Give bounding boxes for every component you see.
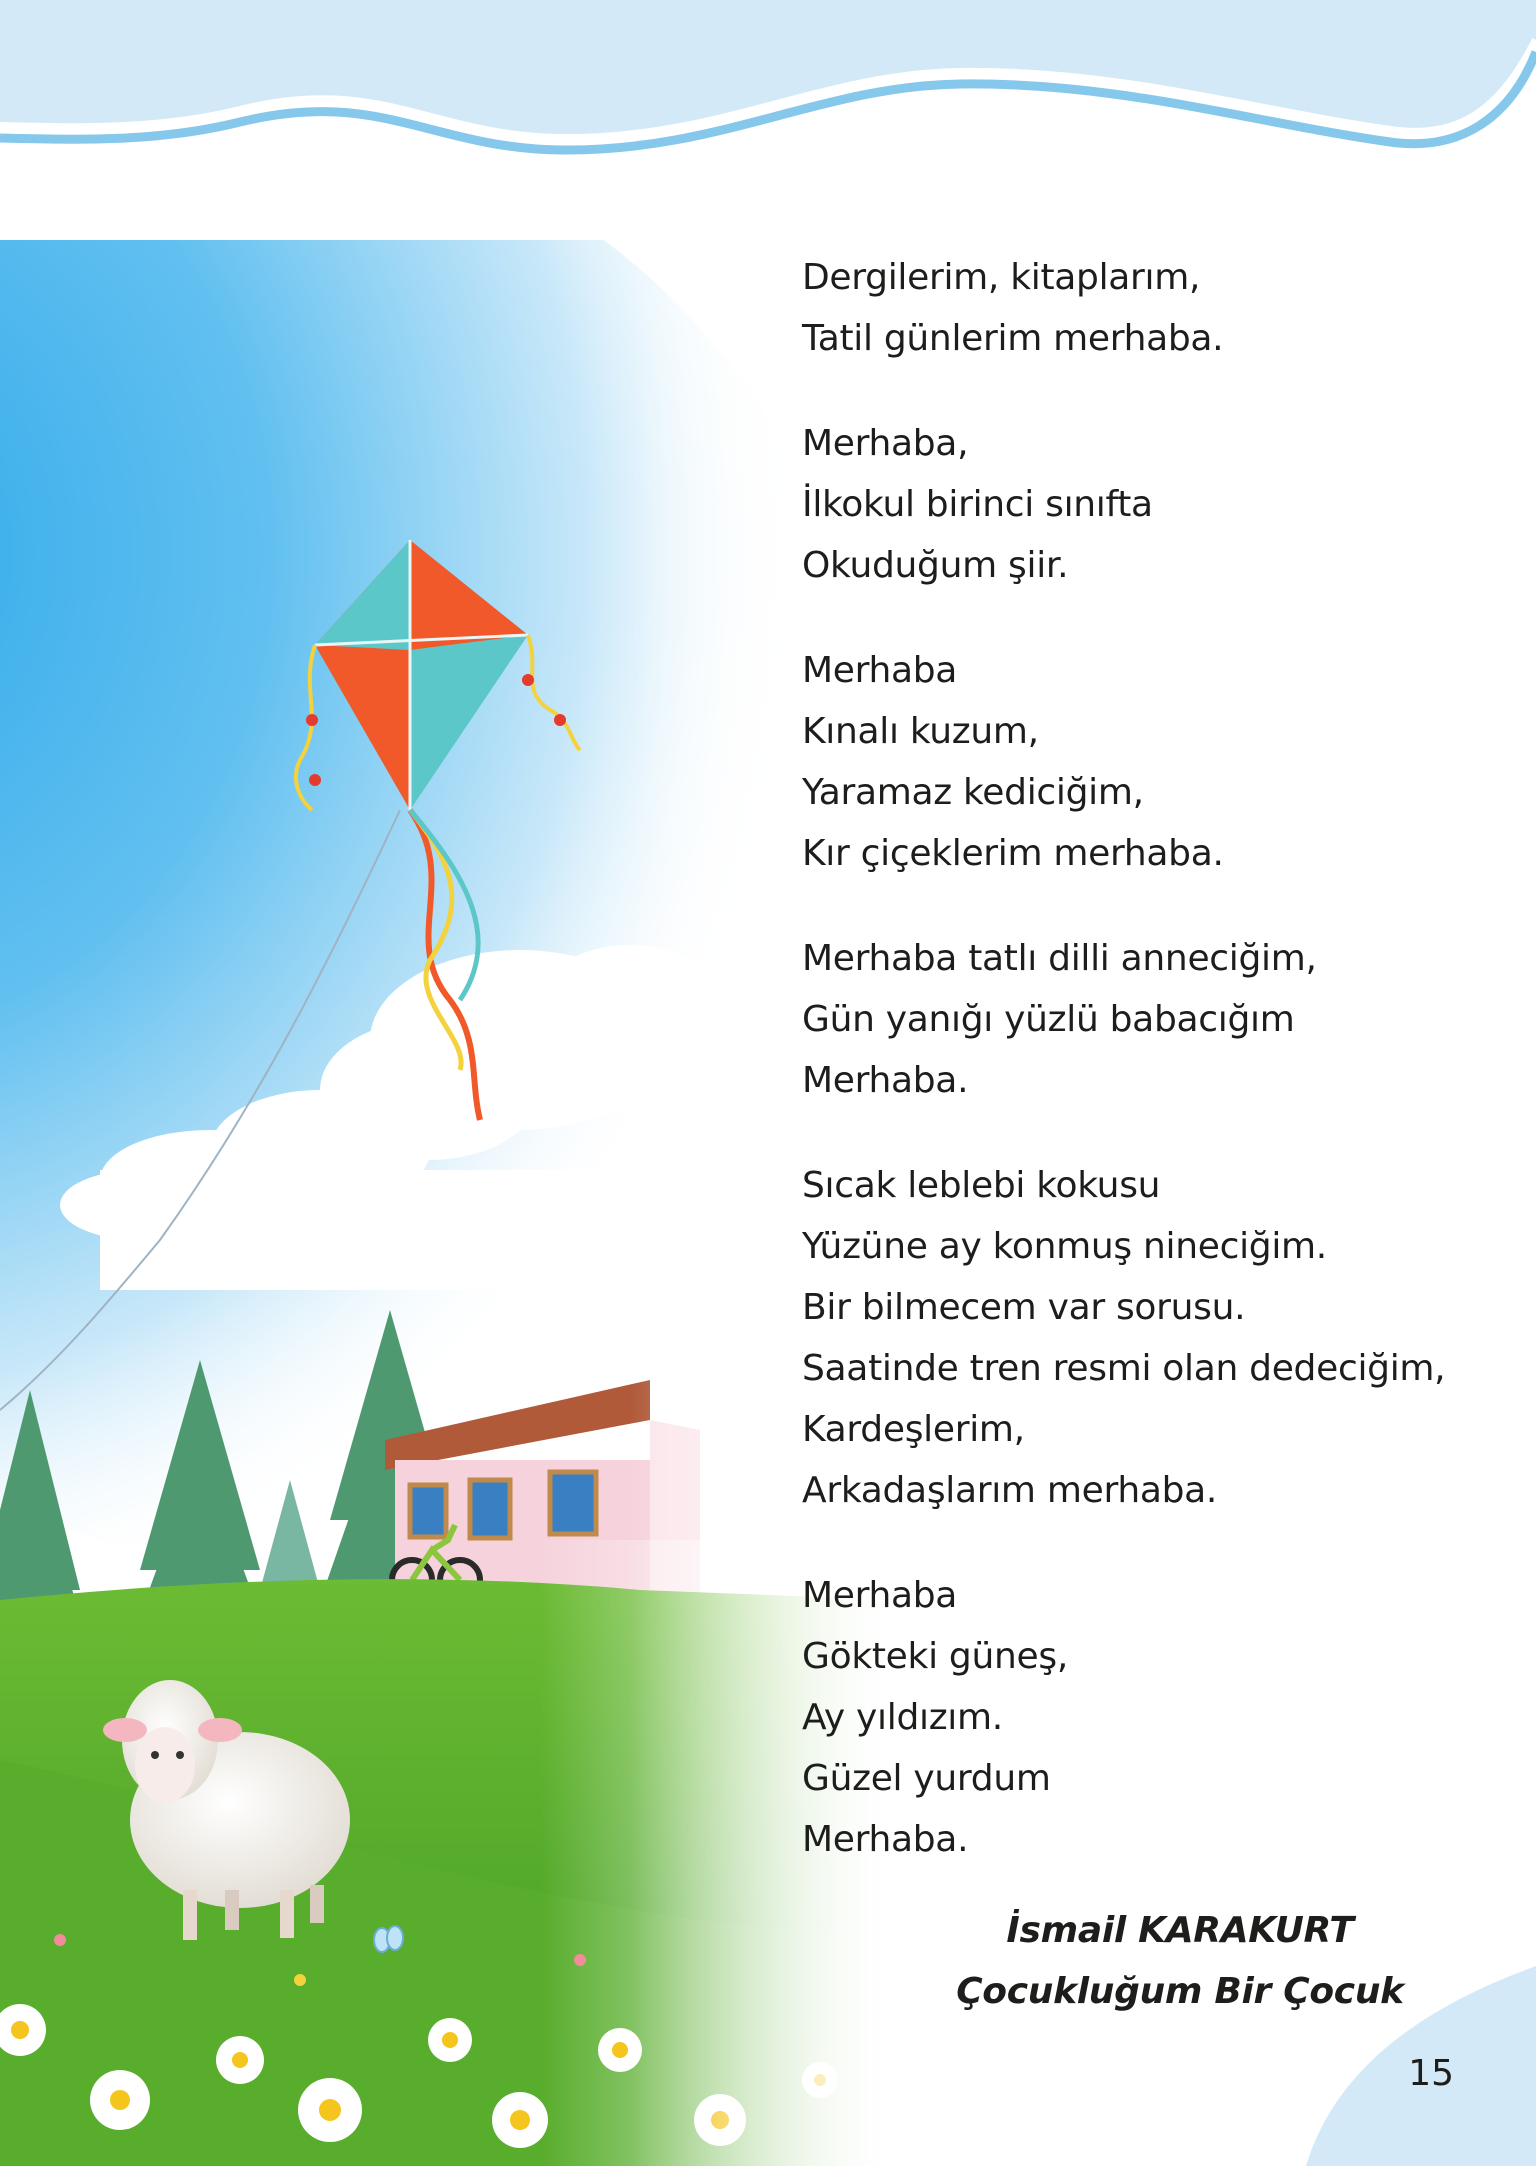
signature [870,1900,1490,2022]
stanza [802,413,1502,596]
poem-line: Saatinde tren resmi olan dedeciğim, [802,1348,1446,1389]
poem-line: Merhaba tatlı dilli anneciğim, [802,938,1317,979]
illustration [0,240,900,2166]
stanza [802,640,1502,884]
stanza [802,1565,1502,1870]
stanza [802,247,1502,369]
stanza [802,1155,1502,1521]
poem-line: Merhaba. [802,1060,969,1101]
poem-line: Güzel yurdum [802,1758,1051,1799]
page-number: 15 [1408,2053,1454,2094]
source-title: Çocukluğum Bir Çocuk [956,1971,1404,2012]
poem-line: Kardeşlerim, [802,1409,1025,1450]
poem-line: Ay yıldızım. [802,1697,1003,1738]
top-wave-decoration [0,0,1536,160]
poem-line: Yaramaz kediciğim, [802,772,1144,813]
poem-line: Sıcak leblebi kokusu [802,1165,1161,1206]
poem-line: Merhaba. [802,1819,969,1860]
poem-line: Merhaba [802,1575,958,1616]
poem-line: Arkadaşlarım merhaba. [802,1470,1218,1511]
poem-line: Yüzüne ay konmuş nineciğim. [802,1226,1327,1267]
poem-line: Okuduğum şiir. [802,545,1069,586]
author-name: İsmail KARAKURT [1006,1910,1354,1951]
stanza [802,928,1502,1111]
poem-line: Merhaba, [802,423,969,464]
poem-line: Kır çiçeklerim merhaba. [802,833,1224,874]
poem-line: Gökteki güneş, [802,1636,1068,1677]
poem-line: Bir bilmecem var sorusu. [802,1287,1246,1328]
right-fade [0,240,900,2166]
poem-line: Merhaba [802,650,958,691]
poem [802,247,1502,1870]
poem-line: İlkokul birinci sınıfta [802,484,1153,525]
poem-line: Gün yanığı yüzlü babacığım [802,999,1295,1040]
poem-line: Kınalı kuzum, [802,711,1039,752]
poem-line: Tatil günlerim merhaba. [802,318,1224,359]
poem-line: Dergilerim, kitaplarım, [802,257,1201,298]
